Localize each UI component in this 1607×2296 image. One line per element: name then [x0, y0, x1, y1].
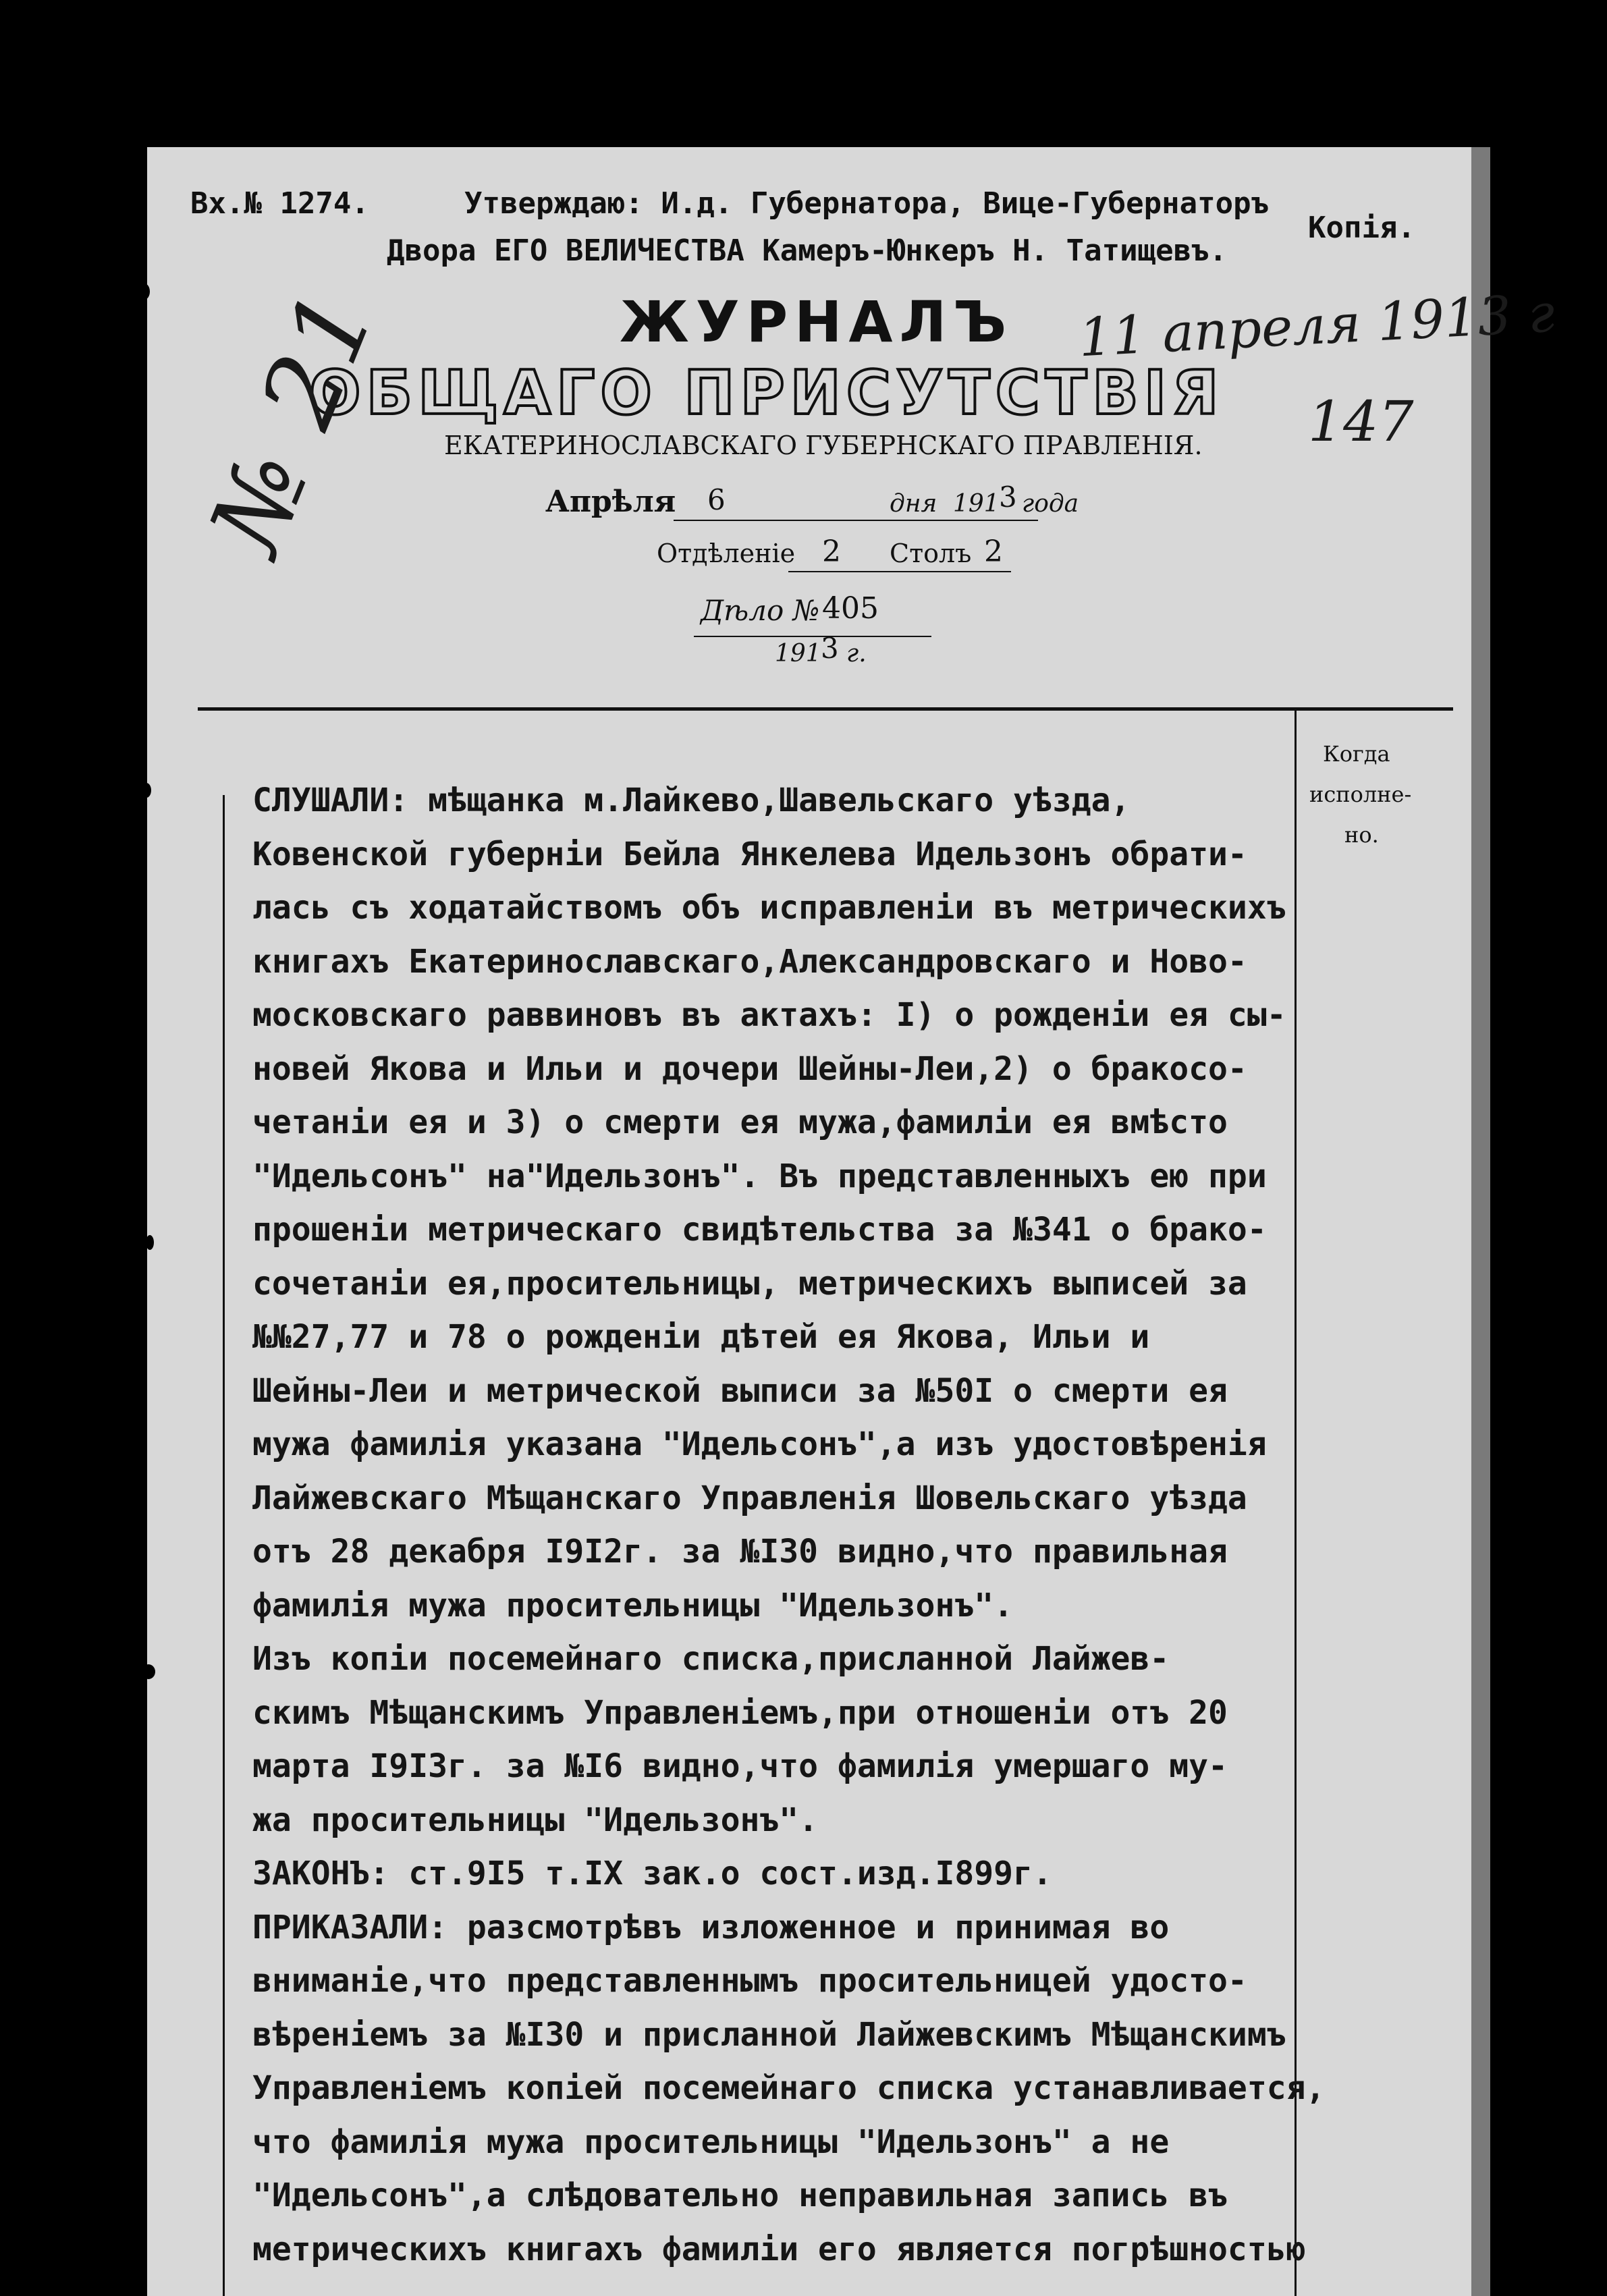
punch-hole-mark: [142, 783, 151, 798]
body-line: лась съ ходатайствомъ объ исправленіи въ метрическихъ: [252, 889, 1286, 927]
body-line: вниманіе,что представленнымъ просительницей удосто-: [252, 1962, 1247, 2000]
body-line: мужа фамилія указана "Идельсонъ",а изъ удостовѣренія: [252, 1425, 1267, 1463]
body-line: скимъ Мѣщанскимъ Управленіемъ,при отношеніи отъ 20: [252, 1693, 1228, 1732]
body-line: СЛУШАЛИ: мѣщанка м.Лайкево,Шавельскаго уѣзда,: [252, 782, 1131, 819]
date-day: 6: [707, 483, 726, 516]
date-underline: [674, 520, 1038, 521]
journal-title: ЖУРНАЛЪ: [620, 289, 1014, 355]
case-year-digit: 3: [821, 632, 839, 665]
board-title: ЕКАТЕРИНОСЛАВСКАГО ГУБЕРНСКАГО ПРАВЛЕНІЯ.: [444, 431, 1203, 460]
body-line: ПРИКАЗАЛИ: разсмотрѣвъ изложенное и принимая во: [252, 1908, 1170, 1946]
left-column-rule: [223, 795, 225, 2296]
body-line: ЗАКОНЪ: ст.9I5 т.IX зак.о сост.изд.I899г.: [252, 1855, 1052, 1892]
body-line: №№27,77 и 78 о рожденіи дѣтей ея Якова, Ильи и: [252, 1318, 1150, 1356]
presence-title: ОБЩАГО ПРИСУТСТВІЯ: [309, 358, 1224, 429]
table-top-rule: [198, 707, 1453, 711]
date-year-digit: 3: [999, 481, 1017, 514]
date-year-word: года: [1022, 490, 1079, 518]
body-line: Управленіемъ копіей посемейнаго списка устанавливается,: [252, 2069, 1326, 2107]
body-line: Изъ копіи посемейнаго списка,присланной Лайжев-: [252, 1640, 1170, 1678]
desk-label: Столъ: [890, 539, 972, 568]
case-number: 405: [822, 591, 879, 626]
case-year-suffix: г.: [846, 640, 867, 667]
body-line: вѣреніемъ за №I30 и присланной Лайжевскимъ Мѣщанскимъ: [252, 2015, 1286, 2054]
body-line: метрическихъ книгахъ фамиліи его является погрѣшностью: [252, 2230, 1306, 2268]
margin-when-label: Когда: [1323, 741, 1390, 767]
copy-mark: Копія.: [1308, 211, 1415, 245]
date-year-prefix: 191: [953, 490, 1000, 518]
body-line: что фамилія мужа просительницы "Идельзонъ" а не: [252, 2123, 1170, 2161]
punch-hole-mark: [146, 1235, 154, 1250]
department-label: Отдѣленіе: [657, 539, 796, 568]
handwritten-page-number: 147: [1308, 390, 1414, 454]
body-line: "Идельсонъ" на"Идельзонъ". Въ представленныхъ ею при: [252, 1157, 1267, 1195]
handwritten-date: 11 апреля 1913 г: [1077, 283, 1556, 369]
case-year-prefix: 191: [775, 640, 821, 667]
punch-hole-mark: [139, 283, 150, 300]
case-underline: [694, 636, 931, 637]
date-month: Апрѣля: [545, 485, 676, 519]
body-line: московскаго раввиновъ въ актахъ: I) о рожденіи ея сы-: [252, 996, 1286, 1034]
page-edge-shadow: [1471, 147, 1490, 2296]
approval-line-2: Двора ЕГО ВЕЛИЧЕСТВА Камеръ-Юнкеръ Н. Татищевъ.: [387, 234, 1228, 268]
document-sheet: [147, 147, 1556, 2296]
body-line: отъ 28 декабря I9I2г. за №I30 видно,что правильная: [252, 1533, 1228, 1570]
body-line: Шейны-Леи и метрической выписи за №50I о смерти ея: [252, 1371, 1228, 1410]
body-line: прошеніи метрическаго свидѣтельства за №341 о брако-: [252, 1211, 1267, 1249]
margin-column-rule: [1295, 709, 1297, 2296]
margin-done-label: но.: [1344, 822, 1379, 848]
department-value: 2: [822, 535, 841, 569]
margin-executed-label: исполне-: [1309, 782, 1412, 807]
body-line: фамилія мужа просительницы "Идельзонъ".: [252, 1586, 1014, 1624]
case-label: Дѣло №: [701, 594, 820, 627]
body-line: новей Якова и Ильи и дочери Шейны-Леи,2) о бракосо-: [252, 1049, 1247, 1088]
body-line: книгахъ Екатеринославскаго,Александровскаго и Ново-: [252, 942, 1247, 981]
handwritten-number: № 21: [188, 271, 399, 570]
body-line: сочетаніи ея,просительницы, метрическихъ выписей за: [252, 1264, 1247, 1303]
body-line: жа просительницы "Идельзонъ".: [252, 1801, 819, 1839]
body-line: четаніи ея и 3) о смерти ея мужа,фамиліи ея вмѣсто: [252, 1103, 1228, 1141]
approval-line-1: Утверждаю: И.д. Губернатора, Вице-Губернаторъ: [464, 186, 1270, 221]
desk-value: 2: [984, 535, 1003, 569]
punch-hole-mark: [142, 1664, 155, 1679]
body-text: [252, 782, 1326, 2293]
body-line: "Идельсонъ",а слѣдовательно неправильная запись въ: [252, 2177, 1228, 2214]
body-line: марта I9I3г. за №I6 видно,что фамилія умершаго му-: [252, 1747, 1228, 1785]
date-day-word: дня: [890, 490, 937, 518]
body-line: Лайжевскаго Мѣщанскаго Управленія Шовельскаго уѣзда: [252, 1479, 1247, 1517]
incoming-number: Вх.№ 1274.: [190, 186, 369, 221]
department-underline: [788, 571, 1011, 572]
body-line: Ковенской губерніи Бейла Янкелева Идельзонъ обрати-: [252, 835, 1247, 873]
